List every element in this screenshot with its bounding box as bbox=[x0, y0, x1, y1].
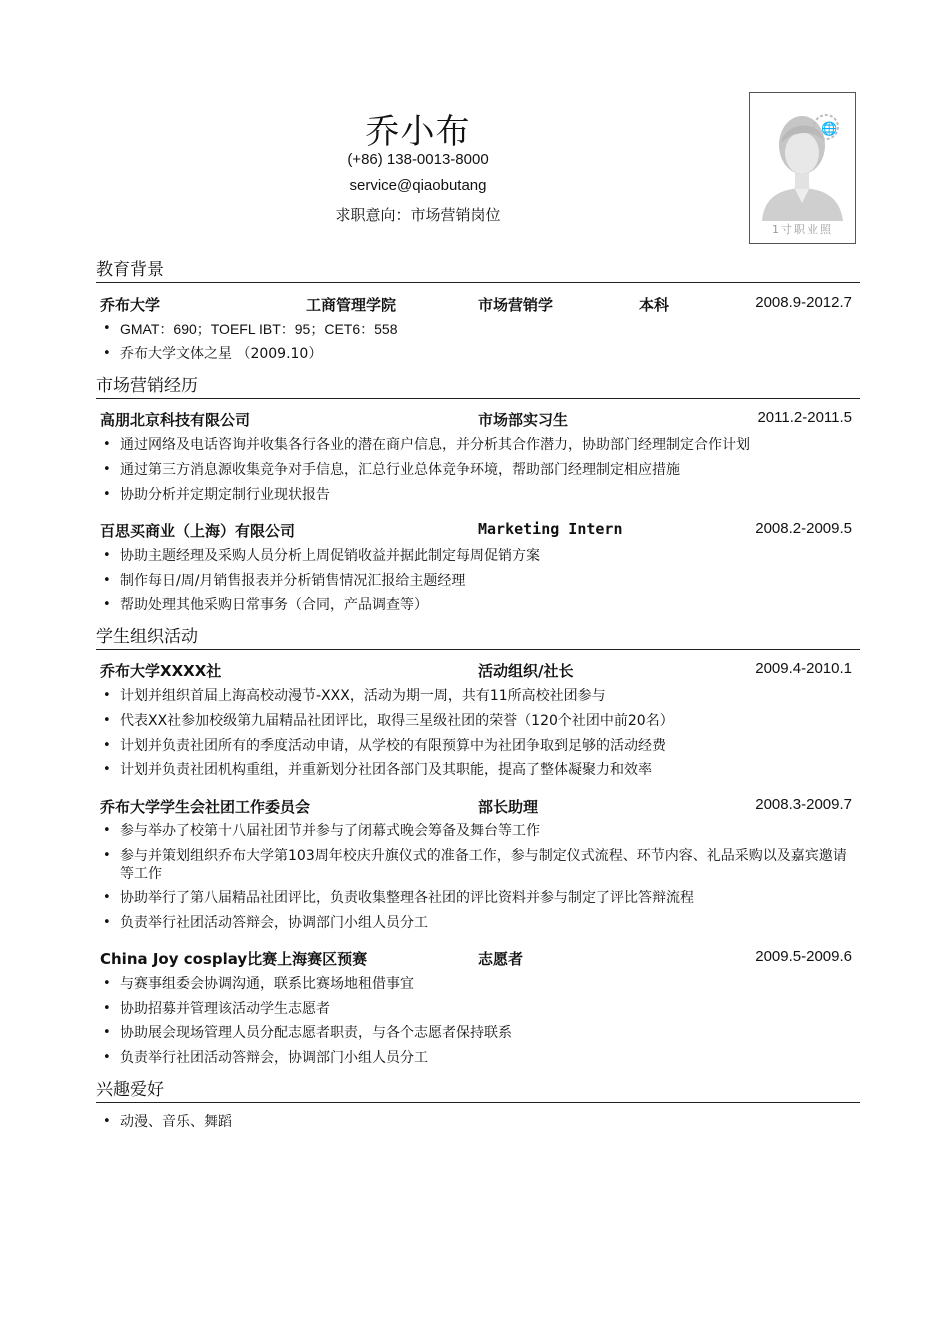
section-title: 教育背景 bbox=[96, 260, 164, 280]
photo-caption: 1寸职业照 bbox=[772, 223, 833, 236]
job-intent: 求职意向：市场营销岗位 bbox=[335, 206, 501, 224]
section-education bbox=[96, 260, 860, 283]
phone-number: (+86) 138-0013-8000 bbox=[347, 151, 489, 168]
education-date: 2008.9-2012.7 bbox=[755, 294, 852, 311]
activity-row bbox=[100, 948, 852, 968]
activity-date: 2008.3-2009.7 bbox=[755, 796, 852, 813]
svg-text:🌐: 🌐 bbox=[821, 122, 838, 137]
section-title: 市场营销经历 bbox=[96, 376, 198, 396]
activity-row bbox=[100, 660, 852, 680]
job-row bbox=[100, 520, 852, 540]
major-name: 市场营销学 bbox=[478, 296, 554, 314]
org-role: 活动组织/社长 bbox=[478, 662, 574, 680]
activity-date: 2009.4-2010.1 bbox=[755, 660, 852, 677]
org-name: 乔布大学学生会社团工作委员会 bbox=[100, 798, 311, 816]
org-name: 乔布大学XXXX社 bbox=[100, 662, 222, 680]
company-name: 百思买商业（上海）有限公司 bbox=[100, 522, 296, 540]
school-name: 乔布大学 bbox=[100, 296, 161, 314]
org-name: China Joy cosplay比赛上海赛区预赛 bbox=[100, 950, 368, 968]
activity-row bbox=[100, 796, 852, 816]
job-date: 2008.2-2009.5 bbox=[755, 520, 852, 537]
job-role: Marketing Intern bbox=[478, 520, 623, 538]
job-date: 2011.2-2011.5 bbox=[757, 409, 852, 426]
email-address: service@qiaobutang bbox=[349, 177, 487, 194]
activity-date: 2009.5-2009.6 bbox=[755, 948, 852, 965]
org-role: 志愿者 bbox=[478, 950, 524, 968]
section-marketing bbox=[96, 376, 860, 399]
profile-photo bbox=[749, 92, 856, 244]
section-title: 学生组织活动 bbox=[96, 627, 198, 647]
college-name: 工商管理学院 bbox=[306, 296, 397, 314]
company-name: 高朋北京科技有限公司 bbox=[100, 411, 251, 429]
job-row bbox=[100, 409, 852, 429]
job-role: 市场部实习生 bbox=[478, 411, 569, 429]
degree-name: 本科 bbox=[639, 296, 670, 314]
section-title: 兴趣爱好 bbox=[96, 1080, 164, 1100]
education-row bbox=[100, 294, 852, 314]
org-role: 部长助理 bbox=[478, 798, 539, 816]
candidate-name: 乔小布 bbox=[365, 112, 471, 152]
section-hobbies bbox=[96, 1080, 860, 1103]
section-activities bbox=[96, 627, 860, 650]
